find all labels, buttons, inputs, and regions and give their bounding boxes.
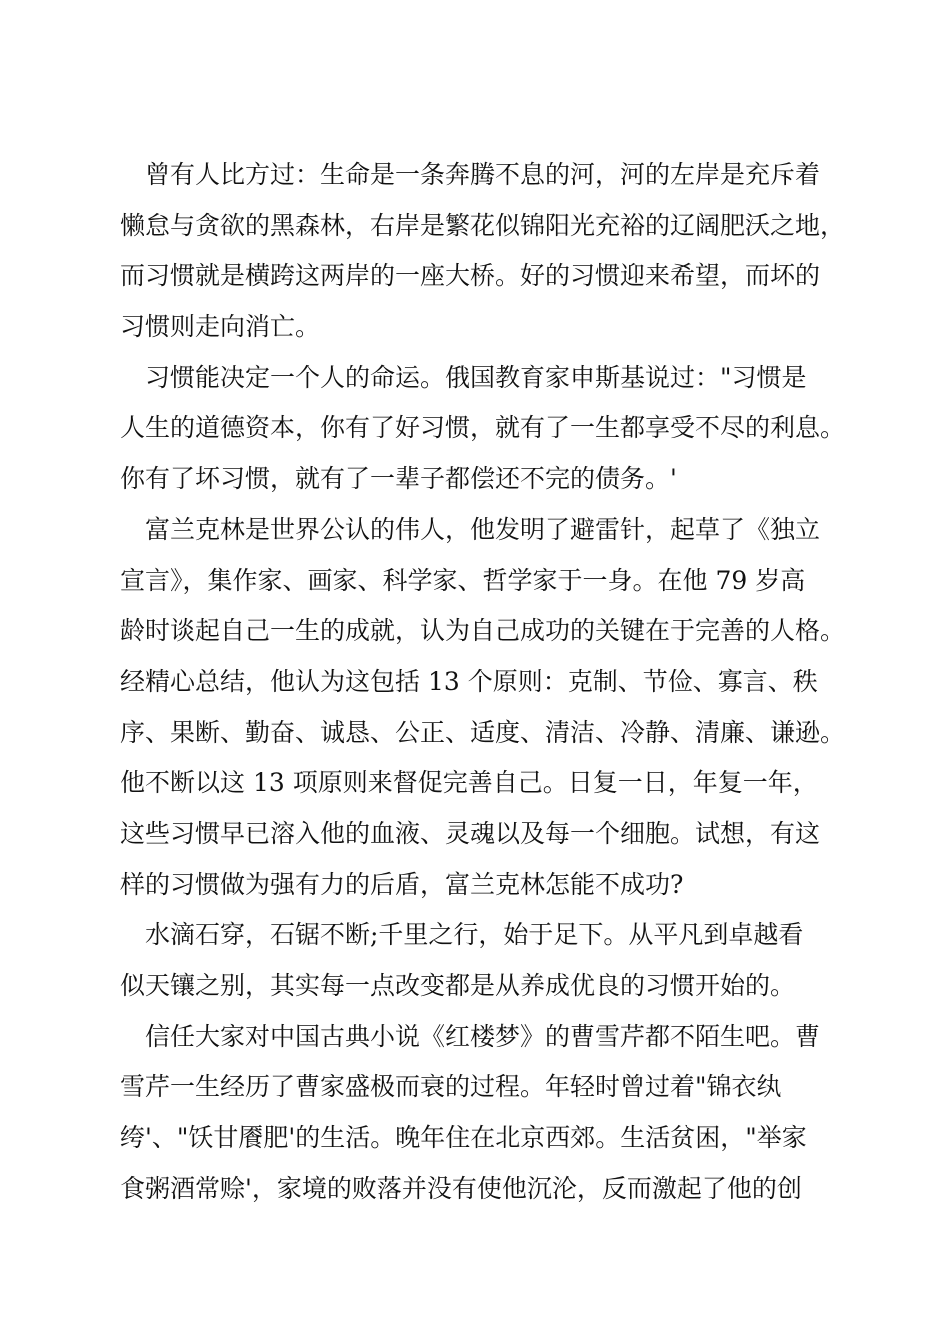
text-line: 这些习惯早已溶入他的血液、灵魂以及每一个细胞。试想，有这 bbox=[120, 818, 821, 848]
text-line: 样的习惯做为强有力的后盾，富兰克林怎能不成功? bbox=[120, 869, 684, 899]
text-line: 序、果断、勤奋、诚恳、公正、适度、清洁、冷静、清廉、谦逊。 bbox=[120, 717, 846, 747]
text-line: 习惯能决定一个人的命运。俄国教育家申斯基说过："习惯是 bbox=[120, 362, 807, 392]
text-line: 似天镶之别，其实每一点改变都是从养成优良的习惯开始的。 bbox=[120, 971, 796, 1000]
text-line: 宣言》，集作家、画家、科学家、哲学家于一身。在他 79 岁高 bbox=[120, 565, 806, 595]
text-line: 绔'、"饫甘餍肥'的生活。晚年住在北京西郊。生活贫困，"举家 bbox=[120, 1123, 807, 1153]
text-line: 懒怠与贪欲的黑森林，右岸是繁花似锦阳光充裕的辽阔肥沃之地， bbox=[120, 210, 846, 240]
text-line: 经精心总结，他认为这包括 13 个原则：克制、节俭、寡言、秩 bbox=[120, 666, 818, 696]
text-line: 而习惯就是横跨这两岸的一座大桥。好的习惯迎来希望，而坏的 bbox=[120, 261, 821, 291]
paragraph-metaphor bbox=[120, 150, 850, 353]
document-body bbox=[120, 150, 850, 1214]
text-line: 你有了坏习惯，就有了一辈子都偿还不完的债务。' bbox=[120, 464, 677, 494]
paragraph-destiny bbox=[120, 353, 850, 505]
text-line: 雪芹一生经历了曹家盛极而衰的过程。年轻时曾过着"锦衣纨 bbox=[120, 1072, 782, 1102]
text-line: 他不断以这 13 项原则来督促完善自己。日复一日，年复一年， bbox=[120, 768, 818, 798]
paragraph-persistence bbox=[120, 910, 850, 1011]
paragraph-franklin bbox=[120, 505, 850, 911]
text-line: 食粥酒常赊'，家境的败落并没有使他沉沦，反而激起了他的创 bbox=[120, 1173, 802, 1203]
text-line: 习惯则走向消亡。 bbox=[120, 312, 321, 342]
text-line: 龄时谈起自己一生的成就，认为自己成功的关键在于完善的人格。 bbox=[120, 616, 846, 646]
text-line: 曾有人比方过：生命是一条奔腾不息的河，河的左岸是充斥着 bbox=[120, 160, 821, 189]
text-line: 水滴石穿，石锯不断;千里之行，始于足下。从平凡到卓越看 bbox=[120, 920, 804, 950]
paragraph-cao-xueqin bbox=[120, 1012, 850, 1215]
text-line: 人生的道德资本，你有了好习惯，就有了一生都享受不尽的利息。 bbox=[120, 413, 846, 443]
text-line: 富兰克林是世界公认的伟人，他发明了避雷针，起草了《独立 bbox=[120, 514, 821, 544]
text-line: 信任大家对中国古典小说《红楼梦》的曹雪芹都不陌生吧。曹 bbox=[120, 1021, 821, 1051]
